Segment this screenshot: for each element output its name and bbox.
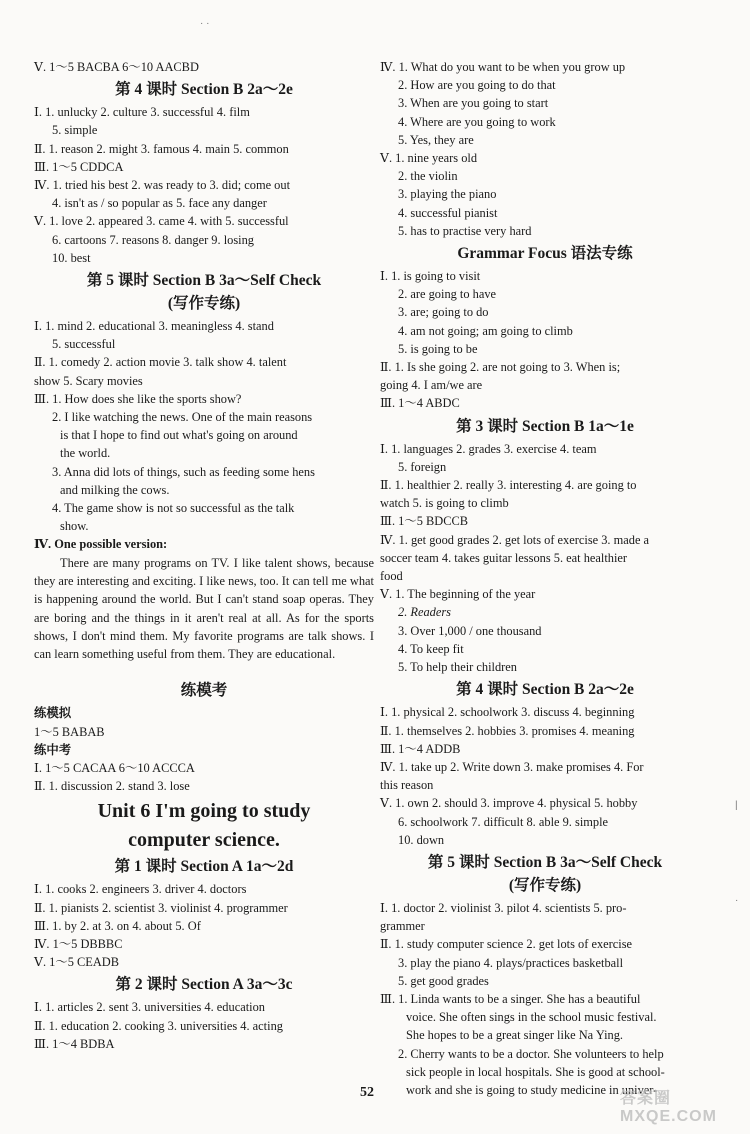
answer-line: Ⅰ. 1. doctor 2. violinist 3. pilot 4. scientists 5. pro- [380,900,627,915]
answer-line: 5. successful [52,337,116,352]
answer-line: 3. Over 1,000 / one thousand [398,623,542,638]
answer-line: going 4. I am/we are [380,378,483,393]
label-bold: 练模拟 [34,706,72,721]
answer-line: 3. play the piano 4. plays/practices basketball [398,955,624,970]
answer-line: Ⅰ. 1. physical 2. schoolwork 3. discuss 4. beginning [380,705,635,720]
answer-line: Ⅰ. 1. mind 2. educational 3. meaningless 4. stand [34,319,274,334]
answer-line: 4. The game show is not so successful as the talk [52,501,295,516]
section-heading: 第 2 课时 Section A 3a～3c [115,976,293,994]
answer-line: 2. Readers [398,605,451,620]
answer-line: 2. Cherry wants to be a doctor. She volunteers to help [398,1046,664,1061]
answer-line: Ⅰ. 1. unlucky 2. culture 3. successful 4. film [34,105,250,120]
answer-line: this reason [380,778,434,793]
answer-line: 1～5 BABAB [34,724,105,739]
answer-line: 3. playing the piano [398,187,497,202]
answer-line-continued: voice. She often sings in the school music festival. [406,1010,657,1025]
answer-line-continued: and milking the cows. [60,482,170,497]
watermark-url: MXQE.COM [620,1108,717,1125]
sample-essay: There are many programs on TV. I like talent shows, because they are interesting and exciting. I like news, too. It can tell me what is happening around the world. But I can't stand soap operas. They are boring and the things in it aren't real at all. As for the sports shows, I don't mind them. My favorite programs are talk shows. I can learn something useful from them. They are educational. [34,555,374,662]
section-heading: 第 4 课时 Section B 2a～2e [115,81,293,99]
answer-line: Ⅱ. 1. Is she going 2. are not going to 3. When is; [380,360,621,375]
answer-line: watch 5. is going to climb [380,496,509,511]
answer-line: Ⅴ. 1. own 2. should 3. improve 4. physical 5. hobby [380,796,638,811]
answer-line: Ⅱ. 1. discussion 2. stand 3. lose [34,779,190,794]
answer-line: Ⅲ. 1～4 BDBA [34,1036,115,1051]
top-dots: · · [200,18,210,29]
answer-line: Ⅱ. 1. study computer science 2. get lots of exercise [380,937,633,952]
right-column [380,58,710,1099]
answer-line: 5. simple [52,123,98,138]
answer-line: Ⅲ. 1. Linda wants to be a singer. She has a beautiful [380,991,641,1006]
answer-line: Ⅲ. 1～4 ABDC [380,396,460,411]
answer-line: 4. To keep fit [398,641,464,656]
answer-line: Ⅰ. 1. cooks 2. engineers 3. driver 4. doctors [34,882,247,897]
answer-line: 10. down [398,832,445,847]
answer-line: 2. How are you going to do that [398,78,556,93]
answer-line: Ⅱ. 1. pianists 2. scientist 3. violinist 4. programmer [34,900,288,915]
answer-line: Ⅲ. 1～5 BDCCB [380,514,469,529]
watermark-logo [620,1090,730,1130]
answer-line: soccer team 4. takes guitar lessons 5. eat healthier [380,550,628,565]
answer-line: Ⅳ. 1～5 DBBBC [34,937,123,952]
answer-line: 5. foreign [398,459,447,474]
answer-line-continued: the world. [60,446,111,461]
answer-line: Ⅳ. 1. tried his best 2. was ready to 3. did; come out [34,178,291,193]
answer-line: 5. is going to be [398,341,478,356]
margin-tick: | [735,800,738,811]
answer-line: grammer [380,919,425,934]
answer-line: Ⅰ. 1. articles 2. sent 3. universities 4. education [34,1000,265,1015]
watermark-text: 答案圈 [620,1090,672,1107]
section-subheading: (写作专练) [508,876,582,894]
answer-line: 5. has to practise very hard [398,223,532,238]
answer-line: Ⅴ. 1. love 2. appeared 3. came 4. with 5. successful [34,214,289,229]
answer-line: Ⅰ. 1～5 CACAA 6～10 ACCCA [34,761,195,776]
unit-title: computer science. [128,829,280,852]
answer-line: 5. To help their children [398,660,517,675]
answer-line: 6. cartoons 7. reasons 8. danger 9. losing [52,232,254,247]
answer-line: Ⅴ. 1～5 BACBA 6～10 AACBD [34,60,199,74]
section-heading: 练模考 [180,682,228,700]
answer-line: 4. am not going; am going to climb [398,323,573,338]
answer-line: 4. Where are you going to work [398,114,556,129]
answer-line: Ⅳ. 1. What do you want to be when you grow up [380,60,626,74]
answer-line: 10. best [52,250,91,265]
margin-tick: · [735,895,739,906]
spacer [34,663,374,677]
answer-line: 3. Anna did lots of things, such as feeding some hens [52,464,315,479]
section-heading: 第 5 课时 Section B 3a～Self Check [427,853,663,871]
answer-line: food [380,569,403,584]
answer-line: 5. Yes, they are [398,132,474,147]
answer-line-continued: sick people in local hospitals. She is good at school- [406,1064,665,1079]
section-heading: 第 4 课时 Section B 2a～2e [456,681,634,699]
answer-line: Ⅱ. 1. healthier 2. really 3. interesting 4. are going to [380,478,637,493]
answer-line: 2. the violin [398,169,458,184]
answer-line: Ⅰ. 1. is going to visit [380,269,481,284]
answer-line: Ⅴ. 1. The beginning of the year [380,587,536,602]
answer-line: Ⅱ. 1. comedy 2. action movie 3. talk show 4. talent [34,355,287,370]
answer-line: Ⅲ. 1. How does she like the sports show? [34,391,242,406]
answer-line: Ⅱ. 1. education 2. cooking 3. universities 4. acting [34,1018,283,1033]
section-heading: 第 1 课时 Section A 1a～2d [114,858,294,876]
section-heading: 第 3 课时 Section B 1a～1e [456,417,634,435]
answer-line: Ⅴ. 1～5 CEADB [34,955,120,970]
answer-line: 5. get good grades [398,973,489,988]
answer-line-continued: work and she is going to study medicine in univer- [406,1082,658,1097]
answer-line-continued: show. [60,519,89,534]
section-heading: 第 5 课时 Section B 3a～Self Check [86,272,322,290]
answer-line: Ⅳ. 1. get good grades 2. get lots of exercise 3. made a [380,532,650,547]
unit-title: Unit 6 I'm going to study [97,800,311,823]
answer-line-continued: is that I hope to find out what's going on around [60,428,298,443]
answer-line: 2. I like watching the news. One of the main reasons [52,410,313,425]
answer-line: Ⅲ. 1～4 ADDB [380,741,461,756]
answer-line: Ⅲ. 1. by 2. at 3. on 4. about 5. Of [34,918,201,933]
answer-line: 2. are going to have [398,287,497,302]
section-subheading: (写作专练) [167,295,241,313]
answer-line: 6. schoolwork 7. difficult 8. able 9. simple [398,814,609,829]
answer-line: 4. successful pianist [398,205,498,220]
left-column [34,58,374,1053]
label-bold: Ⅳ. One possible version: [34,537,168,552]
page-number: 52 [360,1085,374,1100]
answer-line: 3. are; going to do [398,305,489,320]
section-heading: Grammar Focus 语法专练 [457,245,633,263]
answer-line: Ⅰ. 1. languages 2. grades 3. exercise 4. team [380,441,597,456]
answer-line: Ⅳ. 1. take up 2. Write down 3. make promises 4. For [380,759,644,774]
answer-line: Ⅱ. 1. reason 2. might 3. famous 4. main 5. common [34,141,289,156]
answer-line: show 5. Scary movies [34,373,143,388]
answer-line: 3. When are you going to start [398,96,549,111]
answer-line: Ⅱ. 1. themselves 2. hobbies 3. promises 4. meaning [380,723,635,738]
answer-line: 4. isn't as / so popular as 5. face any danger [52,196,267,211]
answer-line: Ⅴ. 1. nine years old [380,151,478,166]
answer-line: Ⅲ. 1～5 CDDCA [34,159,124,174]
label-bold: 练中考 [34,742,72,757]
answer-line-continued: She hopes to be a great singer like Na Ying. [406,1028,624,1043]
